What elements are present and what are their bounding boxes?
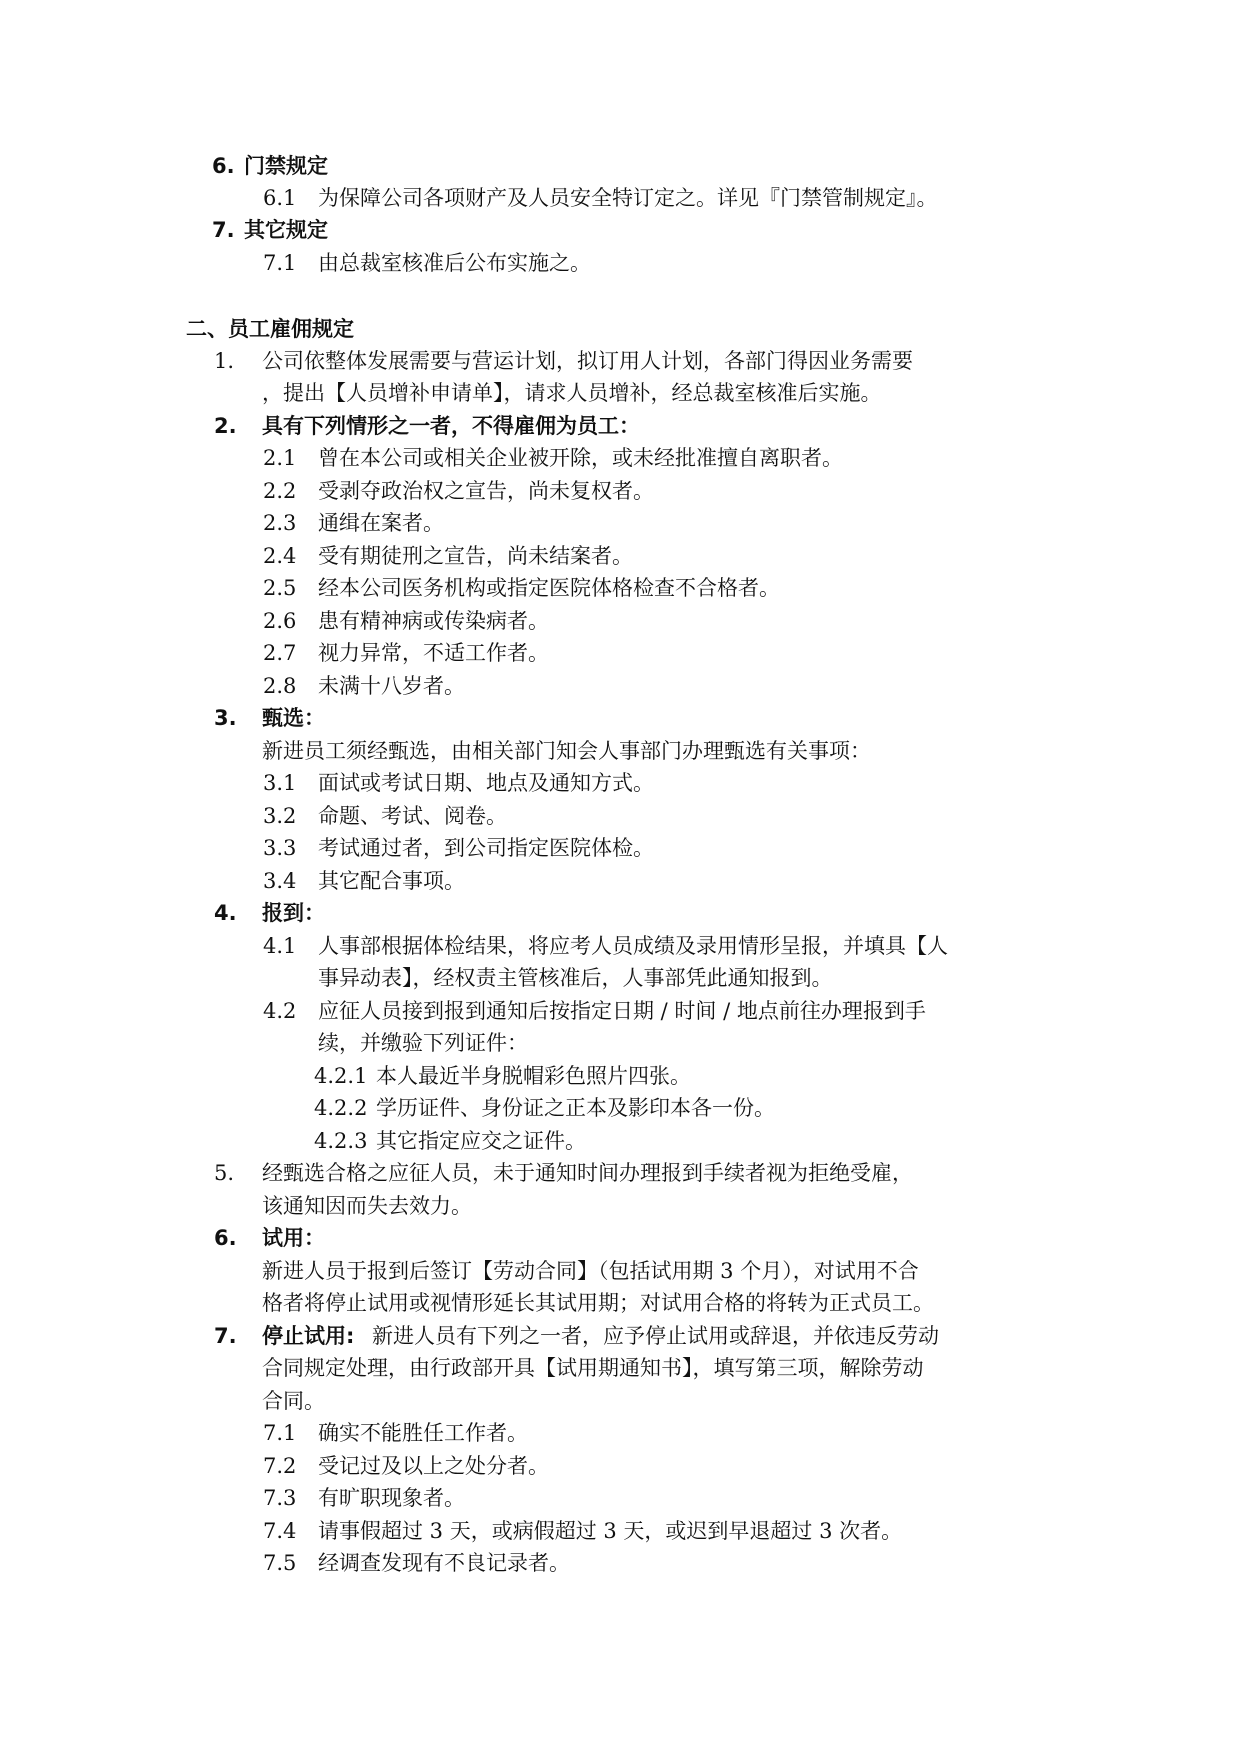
item-7-3-number: 7.3: [263, 1486, 297, 1510]
para-6-number: 6.: [214, 1226, 237, 1250]
item-3-2-text: 命题、考试、阅卷。: [318, 804, 507, 828]
item-7-1-number-b: 7.1: [263, 1421, 297, 1445]
item-4-2-1-number: 4.2.1: [314, 1064, 368, 1088]
item-4-2-line-2: 续，并缴验下列证件：: [318, 1031, 528, 1055]
item-3-4-text: 其它配合事项。: [318, 869, 465, 893]
para-3-intro: 新进员工须经甄选，由相关部门知会人事部门办理甄选有关事项：: [262, 739, 871, 763]
para-2-number: 2.: [214, 414, 237, 438]
para-7-line-1: 新进人员有下列之一者，应予停止试用或辞退，并依违反劳动: [372, 1324, 939, 1348]
section-6-title: 门禁规定: [244, 154, 328, 178]
para-1-line-2: ，提出【人员增补申请单】，请求人员增补，经总裁室核准后实施。: [262, 381, 882, 405]
item-7-2-text: 受记过及以上之处分者。: [318, 1454, 549, 1478]
para-5-line-2: 该通知因而失去效力。: [262, 1194, 472, 1218]
item-4-1-number: 4.1: [263, 934, 297, 958]
item-7-1-text-b: 确实不能胜任工作者。: [318, 1421, 528, 1445]
item-7-3-text: 有旷职现象者。: [318, 1486, 465, 1510]
item-3-2-number: 3.2: [263, 804, 297, 828]
item-7-2-number: 7.2: [263, 1454, 297, 1478]
para-7-line-2: 合同规定处理，由行政部开具【试用期通知书】，填写第三项，解除劳动: [262, 1356, 924, 1380]
item-7-5-number: 7.5: [263, 1551, 297, 1575]
item-4-2-1-text: 本人最近半身脱帽彩色照片四张。: [376, 1064, 691, 1088]
item-7-1-number: 7.1: [263, 251, 297, 275]
item-4-1-line-2: 事异动表】，经权责主管核准后，人事部凭此通知报到。: [318, 966, 833, 990]
item-6-1-text: 为保障公司各项财产及人员安全特订定之。详见『门禁管制规定』。: [318, 186, 938, 210]
item-2-3-text: 通缉在案者。: [318, 511, 444, 535]
item-2-6-text: 患有精神病或传染病者。: [318, 609, 549, 633]
para-4-title: 报到：: [262, 901, 325, 925]
item-7-4-text: 请事假超过 3 天，或病假超过 3 天，或迟到早退超过 3 次者。: [318, 1519, 903, 1543]
para-1-number: 1.: [214, 349, 235, 373]
item-2-6-number: 2.6: [263, 609, 297, 633]
section-7-number: 7.: [212, 218, 235, 242]
item-2-4-number: 2.4: [263, 544, 297, 568]
para-2-title: 具有下列情形之一者，不得雇佣为员工：: [262, 414, 640, 438]
item-2-5-text: 经本公司医务机构或指定医院体格检查不合格者。: [318, 576, 780, 600]
item-2-3-number: 2.3: [263, 511, 297, 535]
para-7-line-3: 合同。: [262, 1389, 325, 1413]
item-3-4-number: 3.4: [263, 869, 297, 893]
item-7-4-number: 7.4: [263, 1519, 297, 1543]
item-4-2-3-number: 4.2.3: [314, 1129, 368, 1153]
item-2-2-text: 受剥夺政治权之宣告，尚未复权者。: [318, 479, 654, 503]
para-6-line-1: 新进人员于报到后签订【劳动合同】（包括试用期 3 个月），对试用不合: [262, 1259, 919, 1283]
section-7-title: 其它规定: [244, 218, 328, 242]
para-6-title: 试用：: [262, 1226, 325, 1250]
item-3-1-text: 面试或考试日期、地点及通知方式。: [318, 771, 654, 795]
section-6-number: 6.: [212, 154, 235, 178]
item-4-2-2-text: 学历证件、身份证之正本及影印本各一份。: [376, 1096, 775, 1120]
para-6-line-2: 格者将停止试用或视情形延长其试用期；对试用合格的将转为正式员工。: [262, 1291, 934, 1315]
para-5-line-1: 经甄选合格之应征人员，未于通知时间办理报到手续者视为拒绝受雇，: [262, 1161, 913, 1185]
item-2-4-text: 受有期徒刑之宣告，尚未结案者。: [318, 544, 633, 568]
item-3-3-text: 考试通过者，到公司指定医院体检。: [318, 836, 654, 860]
part-2-heading: 二、员工雇佣规定: [186, 317, 354, 341]
item-4-2-2-number: 4.2.2: [314, 1096, 368, 1120]
item-6-1-number: 6.1: [263, 186, 297, 210]
para-7-number: 7.: [214, 1324, 237, 1348]
item-3-1-number: 3.1: [263, 771, 297, 795]
para-1-line-1: 公司依整体发展需要与营运计划，拟订用人计划，各部门得因业务需要: [262, 349, 913, 373]
item-2-7-number: 2.7: [263, 641, 297, 665]
item-2-8-number: 2.8: [263, 674, 297, 698]
item-2-8-text: 未满十八岁者。: [318, 674, 465, 698]
para-3-number: 3.: [214, 706, 237, 730]
item-7-1-text: 由总裁室核准后公布实施之。: [318, 251, 591, 275]
item-2-1-text: 曾在本公司或相关企业被开除，或未经批准擅自离职者。: [318, 446, 843, 470]
item-4-1-line-1: 人事部根据体检结果，将应考人员成绩及录用情形呈报，并填具【人: [318, 934, 948, 958]
para-7-title: 停止试用:: [262, 1324, 355, 1348]
item-7-5-text: 经调查发现有不良记录者。: [318, 1551, 570, 1575]
para-4-number: 4.: [214, 901, 237, 925]
para-3-title: 甄选：: [262, 706, 325, 730]
item-2-2-number: 2.2: [263, 479, 297, 503]
item-2-1-number: 2.1: [263, 446, 297, 470]
item-2-5-number: 2.5: [263, 576, 297, 600]
item-4-2-number: 4.2: [263, 999, 297, 1023]
item-4-2-line-1: 应征人员接到报到通知后按指定日期 / 时间 / 地点前往办理报到手: [318, 999, 926, 1023]
item-2-7-text: 视力异常，不适工作者。: [318, 641, 549, 665]
para-5-number: 5.: [214, 1161, 235, 1185]
item-4-2-3-text: 其它指定应交之证件。: [376, 1129, 586, 1153]
item-3-3-number: 3.3: [263, 836, 297, 860]
